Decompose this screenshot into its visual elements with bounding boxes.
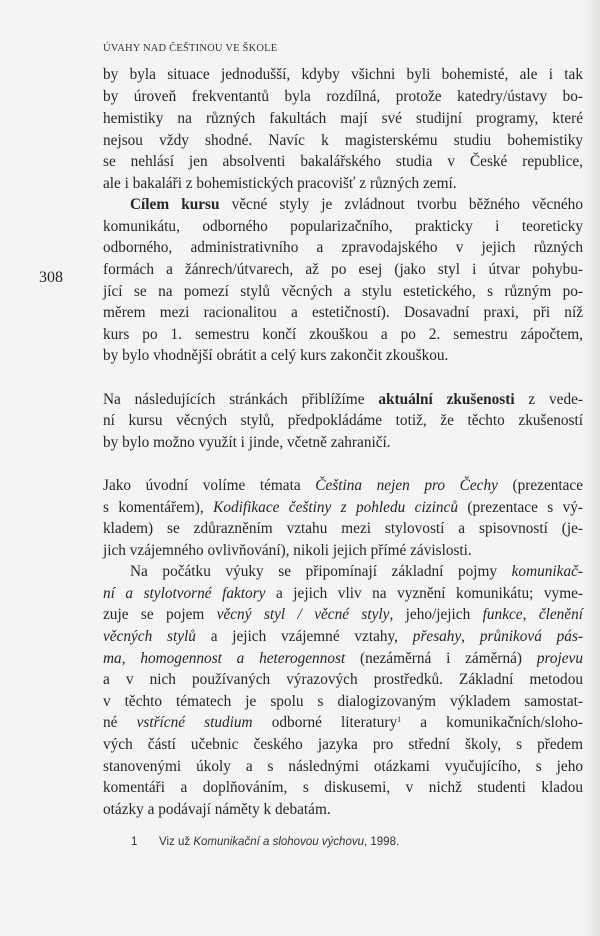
text-run: (prezentace (497, 477, 583, 494)
text-run: , (522, 606, 539, 623)
italic-text: komunikač- (511, 563, 583, 580)
text-run: otázky a podávají náměty k debatám. (103, 801, 331, 818)
italic-text: ní a stylotvorné faktory (103, 585, 266, 602)
footnote-number: 1 (131, 836, 138, 848)
text-run: komentáři a doplňováním, s diskusemi, v nichž studenti kladou (103, 779, 583, 796)
text-line (103, 712, 583, 734)
text-run: , jeho/jejich (389, 606, 483, 623)
text-line (103, 281, 583, 303)
italic-text: vstřícné studium (136, 714, 253, 731)
text-line (103, 691, 583, 713)
text-run: , (461, 628, 480, 645)
text-run: kurs po 1. semestru končí zkouškou a po 2. semestru zápočtem, (103, 326, 583, 343)
italic-text: věcný styl / věcné styly (216, 606, 390, 623)
italic-text: průniková pás- (479, 628, 583, 645)
text-line (103, 64, 583, 86)
text-run: a jejich vzájemné vztahy, (195, 628, 413, 645)
italic-text: věcných stylů (103, 628, 196, 645)
text-line (103, 540, 583, 562)
text-run: vých částí učebnic českého jazyka pro střední školy, s předem (103, 736, 583, 753)
text-run: zuje se pojem (103, 606, 217, 623)
text-run: a komunikačních/sloho- (401, 714, 583, 731)
italic-text: funkce (482, 606, 523, 623)
italic-text: přesahy (412, 628, 462, 645)
footnote-reference: 1 (397, 715, 402, 724)
text-line (103, 86, 583, 108)
italic-text: Komunikační a slohovou výchovu (193, 836, 364, 848)
text-line (103, 669, 583, 691)
text-line (103, 194, 583, 216)
text-run: Jako úvodní volíme témata (103, 477, 316, 494)
text-run: kladem) se zdůrazněním vztahu mezi stylovostí a spisovností (je- (103, 520, 583, 537)
text-line (103, 345, 583, 367)
text-line (103, 151, 583, 173)
text-line (103, 410, 583, 432)
text-line (103, 604, 583, 626)
text-line (103, 302, 583, 324)
text-run: měrem mezi racionalitou a estetičností). Dosavadní praxi, při níž (103, 304, 583, 321)
text-line (103, 432, 583, 454)
text-line (103, 561, 583, 583)
text-line (103, 583, 583, 605)
text-run: by bylo možno využít i jinde, včetně zahraničí. (103, 434, 391, 451)
italic-text: projevu (536, 650, 583, 667)
text-run: by byla situace jednodušší, kdyby všichni byli bohemisté, ale i tak (103, 66, 583, 83)
page-edge-shadow (586, 0, 600, 936)
text-line (103, 626, 583, 648)
text-run: (prezentace s vý- (458, 499, 583, 516)
text-line (103, 259, 583, 281)
bold-text: aktuální zkušenosti (378, 391, 515, 408)
text-run: věcné styly je zvládnout tvorbu běžného věcného (219, 196, 583, 213)
text-run: ní kursu věcných stylů, předpokládáme totiž, že těchto zkušeností (103, 412, 583, 429)
text-run: , (121, 650, 141, 667)
page-number: 308 (39, 269, 63, 286)
text-run: a jejich vliv na vyznění komunikátu; vyme- (265, 585, 583, 602)
text-run: hemistiky na různých fakultách mají své studijní programy, které (103, 110, 583, 127)
italic-text: homogennost a heterogennost (140, 650, 346, 667)
italic-text: Čeština nejen pro Čechy (315, 477, 498, 494)
text-run: odborné literatury (252, 714, 398, 731)
text-run: Na počátku výuky se připomínají základní pojmy (130, 563, 512, 580)
text-line (103, 756, 583, 778)
text-run: nejsou vždy shodné. Navíc k magisterskému studiu bohemistiky (103, 132, 583, 149)
text-line (103, 734, 583, 756)
running-head: ÚVAHY NAD ČEŠTINOU VE ŠKOLE (103, 43, 278, 54)
text-run: by bylo vhodnější obrátit a celý kurs zakončit zkouškou. (103, 347, 449, 364)
text-line (103, 216, 583, 238)
text-line (103, 475, 583, 497)
text-line (103, 130, 583, 152)
text-line (103, 389, 583, 411)
text-run: se nehlásí jen absolventi bakalářského studia v České republice, (103, 153, 583, 170)
footnote-text (159, 836, 399, 848)
text-line (103, 108, 583, 130)
text-run: z vede- (514, 391, 583, 408)
text-line (103, 173, 583, 195)
text-line (103, 777, 583, 799)
text-run: by úroveň frekventantů byla rozdílná, protože katedry/ústavy bo- (103, 88, 583, 105)
text-run: (nezáměrná i záměrná) (345, 650, 537, 667)
text-run: jich vzájemného ovlivňování), nikoli jejich přímé závislosti. (103, 542, 472, 559)
italic-text: Kodifikace češtiny z pohledu cizinců (213, 499, 458, 516)
text-line (103, 648, 583, 670)
text-run: komunikátu, odborného popularizačního, prakticky i teoreticky (103, 218, 583, 235)
text-line (103, 237, 583, 259)
text-run: Na následujících stránkách přiblížíme (103, 391, 379, 408)
bold-text: Cílem kursu (130, 196, 220, 213)
text-run: stanovenými úkoly a s následnými otázkami vyučujícího, s jeho (103, 758, 583, 775)
italic-text: členění (538, 606, 583, 623)
text-line (103, 324, 583, 346)
text-run: , 1998. (364, 836, 400, 848)
italic-text: ma (103, 650, 122, 667)
text-line (103, 518, 583, 540)
text-run: odborného, administrativního a zpravodajského v jejich různých (103, 239, 583, 256)
text-run: né (103, 714, 137, 731)
text-line (103, 799, 583, 821)
text-run: jící se na pomezí stylů věcných a stylu estetického, s různým po- (103, 283, 583, 300)
text-run: formách a žánrech/útvarech, až po esej (jako styl i útvar pohybu- (103, 261, 583, 278)
text-run: ale i bakaláři z bohemistických pracovišť z různých zemí. (103, 175, 457, 192)
text-run: a v nich používaných výrazových prostředků. Základní metodou (103, 671, 583, 688)
text-run: Viz už (159, 836, 194, 848)
text-run: s komentářem), (103, 499, 214, 516)
text-run: v těchto tématech je spolu s dialogizovaným výkladem samostat- (103, 693, 583, 710)
text-line (103, 497, 583, 519)
